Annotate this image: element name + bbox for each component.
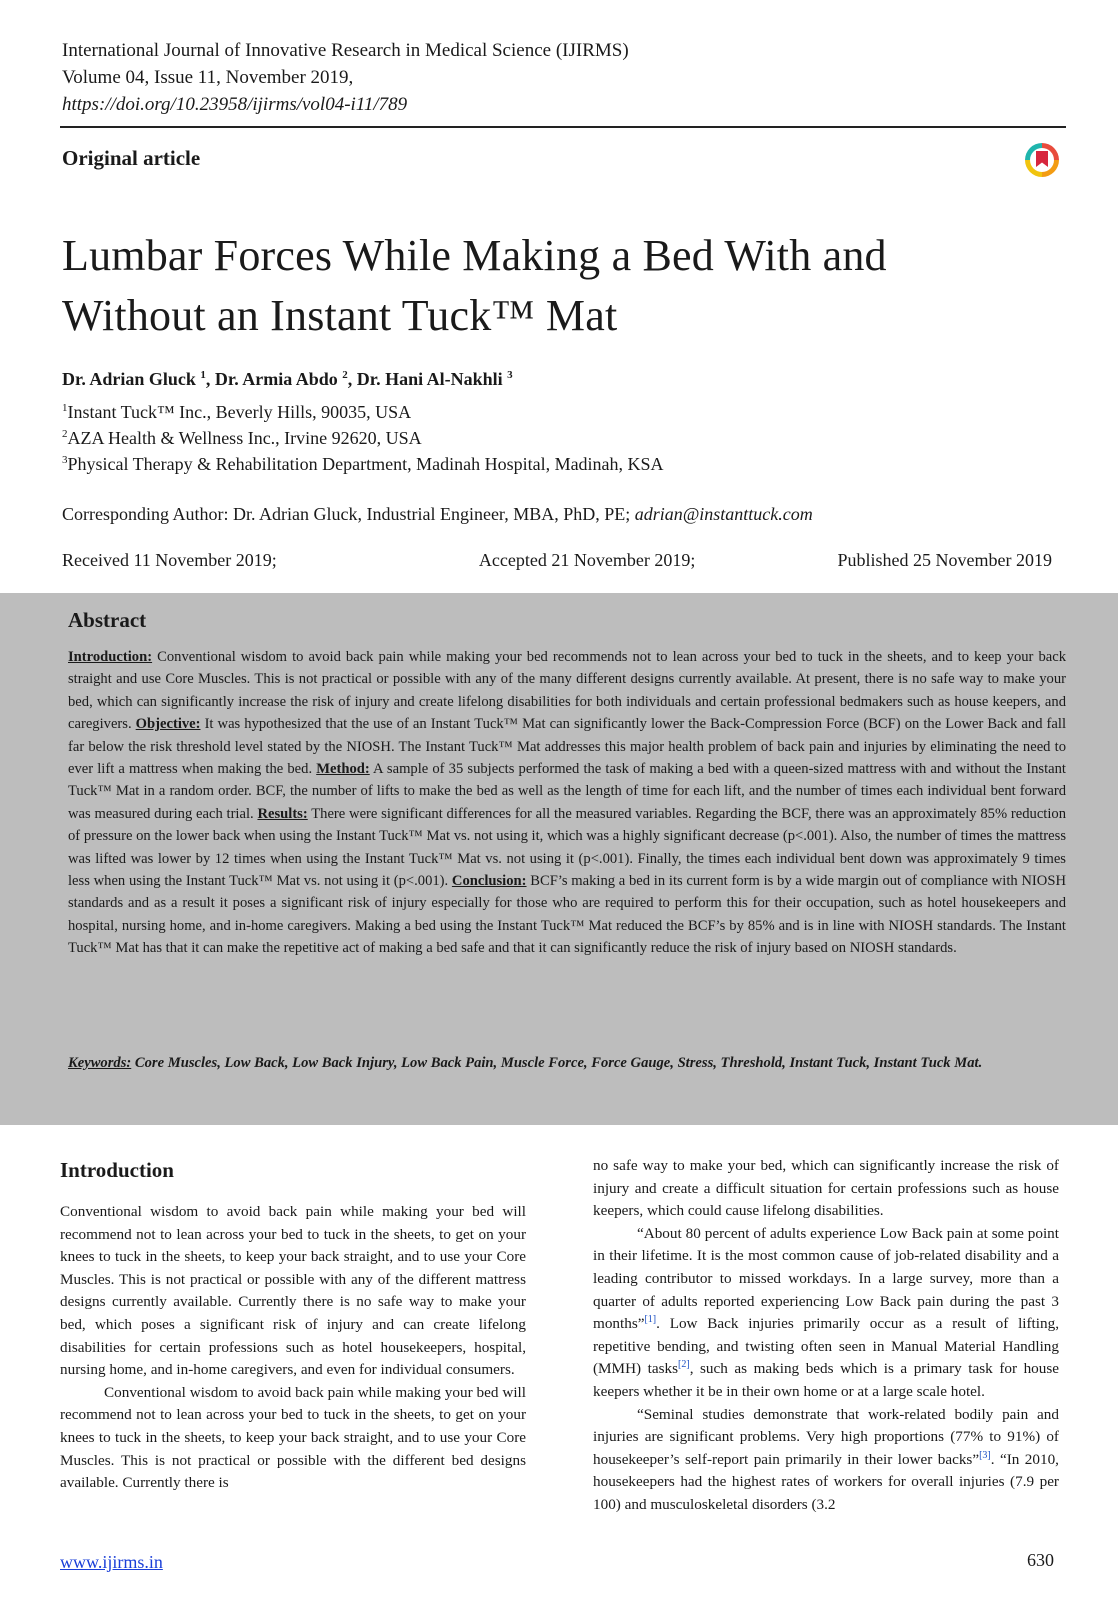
journal-volume: Volume 04, Issue 11, November 2019, [62, 67, 354, 88]
keywords [68, 1052, 1066, 1074]
abstract-results-text: There were significant differences for all the measured variables. Regarding the BCF, there was an approximately 85% reduction of pressure on the lower back when using the Instant Tuck™ Mat vs. not using it, which was a highly significant decrease (p<.001). Also, the number of times the mattress was lifted was lower by 12 times when using the Instant Tuck™ Mat vs. not using it (p<.001). Finally, the times each individual bent down was approximately 9 times less when using the Instant Tuck™ Mat vs. not using it (p<.001). [68, 805, 1066, 890]
citation-link[interactable]: [2] [678, 1359, 690, 1371]
author-2-affil: 2 [342, 369, 348, 381]
title-line-2: Without an Instant Tuck™ Mat [62, 291, 618, 340]
abstract-intro-text: Conventional wisdom to avoid back pain while making your bed recommends not to lean across your bed to tuck in the sheets, and to keep your back straight and use Core Muscles. This is not practical or possible with any of the many different designs currently available. At present, there is no safe way to make your bed, which can significantly increase the risk of injury and create lifelong disabilities for both individuals and certain professional bedmakers such as house keepers, and caregivers. [68, 649, 1066, 733]
paragraph: “Seminal studies demonstrate that work-related bodily pain and injuries are significant problems. Very high proportions (77% to 91%) of housekeeper’s self-report pain primarily in their lower backs”[3]. “In 2010, housekeepers had the highest rates of workers for overall injuries (7.9 per 100) and musculoskeletal disorders (3.2 [593, 1405, 1059, 1513]
author-2: , Dr. Armia Abdo [205, 369, 338, 389]
publication-dates [62, 550, 1052, 571]
section-heading-introduction: Introduction [60, 1158, 174, 1182]
author-3-affil: 3 [507, 369, 513, 381]
abstract-intro-label: Introduction: [68, 649, 153, 665]
body-column-left [60, 1201, 526, 1495]
corresponding-email[interactable]: adrian@instanttuck.com [634, 504, 813, 524]
affiliation-2: $^2$AZA Health & Wellness Inc., Irvine 92620, USA [62, 428, 422, 448]
page-number: 630 [1027, 1550, 1054, 1570]
citation-link[interactable]: [1] [644, 1314, 657, 1326]
abstract-conclusion-text: BCF’s making a bed in its current form is by a wide margin out of compliance with NIOSH standards and as a result it poses a significant risk of injury especially for those who are required to perform this for their occupation, such as hotel housekeepers and hospital, nursing home, and in-home caregivers. Making a bed using the Instant Tuck™ Mat reduced the BCF’s by 85% and is in line with NIOSH standards. The Instant Tuck™ Mat has that it can make the repetitive act of making a bed safe and that it can significantly reduce the risk of injury based on NIOSH standards. [68, 873, 1066, 957]
abstract-conclusion-label: Conclusion: [451, 873, 527, 890]
body-column-right [593, 1155, 1059, 1517]
title-line-1: Lumbar Forces While Making a Bed With and [62, 231, 887, 280]
journal-name: International Journal of Innovative Research in Medical Science (IJIRMS) [62, 40, 629, 61]
abstract-results-label: Results: [257, 805, 308, 822]
paragraph: Conventional wisdom to avoid back pain while making your bed will recommend not to lean across your bed to tuck in the sheets, to get on your knees to tuck in the sheets, to keep your back straight, and to use your Core Muscles. This is not practical or possible with the different bed designs available. Currently there is [60, 1383, 526, 1492]
affiliation-3: $^3$Physical Therapy & Rehabilitation Department, Madinah Hospital, Madinah, KSA [62, 454, 664, 474]
author-1: Dr. Adrian Gluck [62, 369, 196, 389]
paragraph: no safe way to make your bed, which can significantly increase the risk of injury and create a difficult situation for certain professions such as house keepers, which could cause lifelong disabilities. [593, 1157, 1059, 1220]
date-accepted: Accepted 21 November 2019; [478, 550, 696, 570]
article-type: Original article [62, 146, 201, 170]
abstract-heading: Abstract [68, 608, 147, 632]
affiliation-1: $^1$Instant Tuck™ Inc., Beverly Hills, 90035, USA [62, 402, 412, 422]
doi-link[interactable]: https://doi.org/10.23958/ijirms/vol04-i11/789 [62, 94, 408, 115]
paragraph: “About 80 percent of adults experience Low Back pain at some point in their lifetime. It is the most common cause of job-related disability and a leading contributor to missed workdays. In a large survey, more than a quarter of adults reported experiencing Low Back pain during the past 3 months”[1]. Low Back injuries primarily occur as a result of lifting, repetitive bending, and twisting often seen in Manual Material Handling (MMH) tasks[2], such as making beds which is a primary task for house keepers whether it be in their own home or at a large scale hotel. [593, 1224, 1059, 1400]
corresponding-label: Corresponding Author: Dr. Adrian Gluck, Industrial Engineer, MBA, PhD, PE; [62, 504, 635, 524]
author-list [62, 369, 513, 390]
abstract-text [68, 646, 1066, 960]
journal-website-link[interactable]: www.ijirms.in [60, 1552, 163, 1572]
date-received: Received 11 November 2019; [62, 550, 277, 570]
abstract-objective-text: It was hypothesized that the use of an Instant Tuck™ Mat can significantly lower the Back-Compression Force (BCF) on the Lower Back and fall far below the risk threshold level stated by the NIOSH. The Instant Tuck™ Mat addresses this major health problem of back pain and injuries by eliminating the need to ever lift a mattress when making the bed. [68, 716, 1066, 778]
header-divider [60, 126, 1066, 128]
crossmark-icon[interactable] [1025, 143, 1059, 177]
article-title [62, 226, 1042, 346]
author-1-affil: 1 [200, 369, 206, 381]
author-3: , Dr. Hani Al-Nakhli [347, 369, 503, 389]
keywords-label: Keywords: [68, 1055, 132, 1071]
citation-link[interactable]: [3] [979, 1449, 991, 1461]
keywords-text: Core Muscles, Low Back, Low Back Injury, Low Back Pain, Muscle Force, Force Gauge, Stress, Threshold, Instant Tuck, Instant Tuck Mat. [131, 1055, 983, 1071]
abstract-objective-label: Objective: [135, 716, 201, 733]
date-published: Published 25 November 2019 [837, 550, 1052, 570]
corresponding-author [62, 504, 813, 525]
abstract-method-label: Method: [316, 761, 370, 778]
paragraph: Conventional wisdom to avoid back pain while making your bed will recommend not to lean across your bed to tuck in the sheets, to get on your knees to tuck in the sheets, to keep your back straight, and to use your Core Muscles. This is not practical or possible with any of the different mattress designs currently available. Currently there is no safe way to make your bed, which poses a significant risk of injury and can create lifelong disabilities for certain professions such as hotel housekeepers, hospital, nursing home, and in-home caregivers, and even for individual consumers. [60, 1203, 526, 1379]
abstract-method-text: A sample of 35 subjects performed the task of making a bed with a queen-sized mattress with and without the Instant Tuck™ Mat in a random order. BCF, the number of lifts to make the bed as well as the length of time for each lift, and the number of times each individual bent forward was measured during each trial. [68, 761, 1066, 822]
